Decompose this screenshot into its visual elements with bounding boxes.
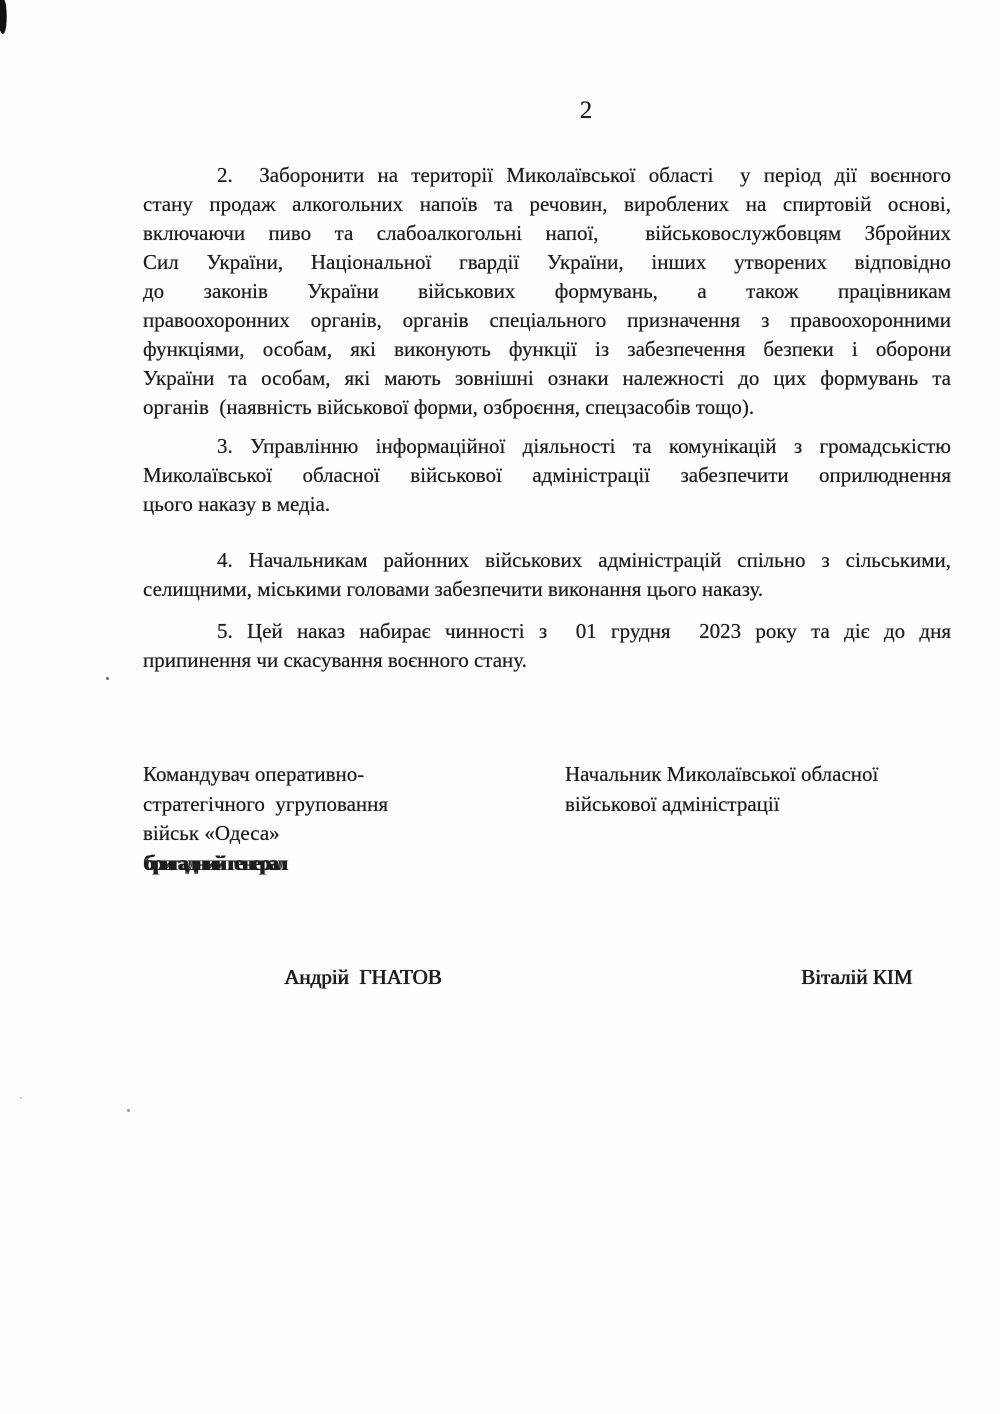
- signature-title-line: Командувач оперативно-: [143, 762, 365, 786]
- signature-block-governor: [565, 760, 960, 819]
- text-line: до законів України військових формувань, а також працівникам: [143, 279, 951, 303]
- signatory-name-left: Андрій ГНАТОВ: [284, 965, 442, 989]
- text-line: Сил України, Національної гвардії України, інших утворених відповідно: [143, 250, 951, 274]
- signature-rank-line-overprinted: бригадний генерал: [143, 850, 285, 875]
- text-line: Миколаївської обласної військової адміністрації забезпечити оприлюднення: [143, 463, 951, 487]
- text-line: 2. Заборонити на території Миколаївської області у період дії воєнного: [217, 163, 951, 187]
- text-line: правоохоронних органів, органів спеціального призначення з правоохоронними: [143, 308, 951, 332]
- text-line: функціями, особам, які виконують функції із забезпечення безпеки і оборони: [143, 337, 951, 361]
- text-line: цього наказу в медіа.: [143, 492, 331, 516]
- paragraph-2-alcohol-ban: [143, 161, 951, 422]
- text-line: включаючи пиво та слабоалкогольні напої, військовослужбовцям Збройних: [143, 221, 951, 245]
- paragraph-4-local-heads: [143, 546, 951, 604]
- signature-block-commander: [143, 760, 483, 878]
- text-line: 5. Цей наказ набирає чинності з 01 грудня 2023 року та діє до дня: [217, 619, 951, 643]
- paragraph-3-media-publication: [143, 432, 951, 519]
- text-line: 4. Начальникам районних військових адміністрацій спільно з сільськими,: [217, 548, 951, 572]
- text-line: органів (наявність військової форми, озброєння, спецзасобів тощо).: [143, 395, 755, 419]
- signatory-name-right: Віталій КІМ: [801, 965, 913, 989]
- signature-title-line: Начальник Миколаївської обласної: [565, 762, 879, 786]
- signature-title-line: військової адміністрації: [565, 791, 780, 816]
- text-line: стану продаж алкогольних напоїв та речовин, вироблених на спиртовій основі,: [143, 192, 951, 216]
- text-line: припинення чи скасування воєнного стану.: [143, 648, 527, 672]
- text-line: 3. Управлінню інформаційної діяльності та комунікацій з громадськістю: [217, 434, 951, 458]
- text-line: селищними, міськими головами забезпечити виконання цього наказу.: [143, 577, 764, 601]
- signature-title-line: стратегічного угруповання: [143, 791, 389, 816]
- page-number: 2: [579, 97, 593, 124]
- signature-title-line: військ «Одеса»: [143, 821, 280, 845]
- paragraph-5-effective-date: [143, 617, 951, 675]
- text-line: України та особам, які мають зовнішні ознаки належності до цих формувань та: [143, 366, 951, 390]
